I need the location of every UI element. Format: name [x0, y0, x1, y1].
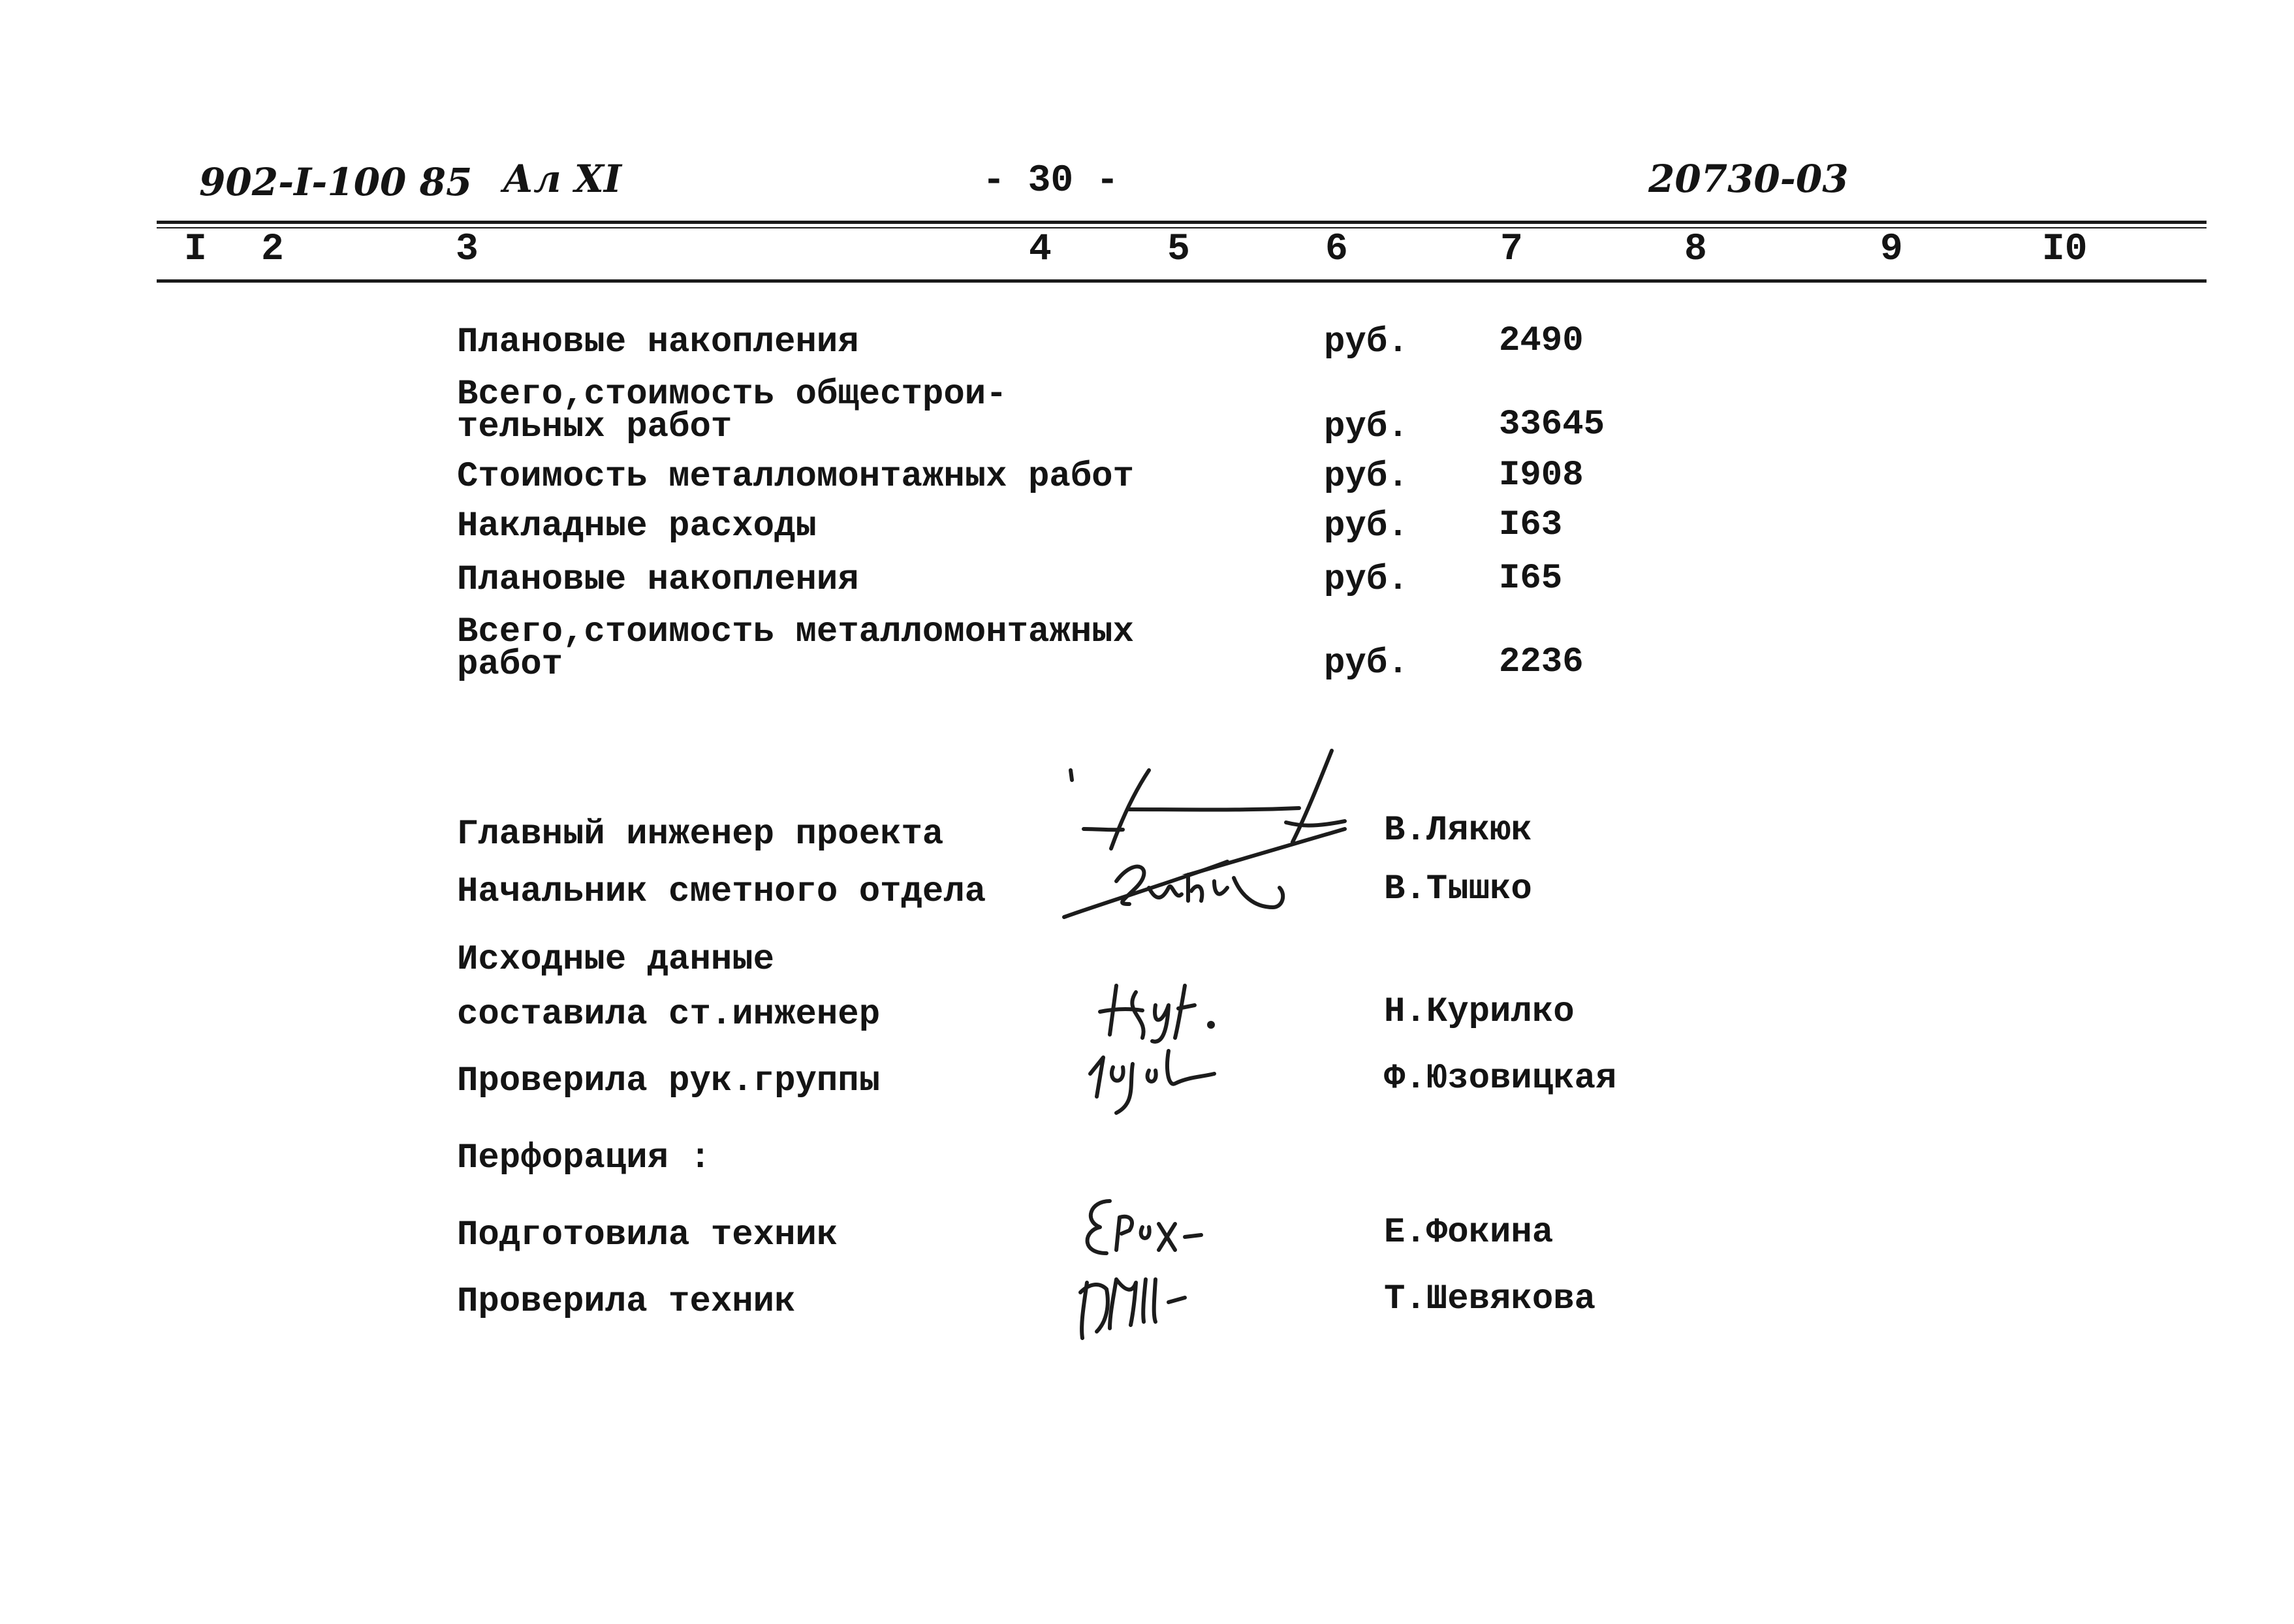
row-label: Плановые накопления	[457, 322, 859, 362]
signatory-name: В.Лякюк	[1384, 811, 1532, 851]
column-number: 4	[1029, 228, 1052, 271]
column-number: 3	[456, 228, 479, 271]
signature-senior-engineer	[1097, 973, 1227, 1044]
column-number: 9	[1880, 228, 1903, 271]
signatory-name: Ф.Юзовицкая	[1384, 1059, 1617, 1099]
column-number: 5	[1167, 228, 1190, 271]
row-unit: руб.	[1324, 407, 1409, 447]
signature-technician-2	[1071, 1253, 1234, 1345]
row-value: 2490	[1499, 321, 1584, 361]
column-number: I	[184, 228, 207, 271]
signatory-role: Начальник сметного отдела	[457, 872, 986, 912]
document-code: 902-I-100 85	[199, 160, 473, 204]
signatory-role: Перфорация :	[457, 1138, 711, 1178]
signatory-name: Т.Шевякова	[1384, 1279, 1596, 1319]
row-value: 2236	[1499, 642, 1584, 682]
header-rule-bottom	[157, 279, 2207, 283]
signatory-role: Исходные данные	[457, 940, 775, 980]
signature-estimate-head	[1058, 842, 1319, 927]
archive-number: 20730-03	[1648, 157, 1849, 201]
signatory-name: Е.Фокина	[1384, 1213, 1554, 1253]
row-value: I63	[1499, 505, 1563, 545]
row-value: I908	[1499, 456, 1584, 495]
signatory-role: Подготовила техник	[457, 1215, 838, 1255]
row-unit: руб.	[1324, 507, 1409, 546]
signature-group-head	[1077, 1038, 1227, 1123]
signatory-role: Проверила рук.группы	[457, 1061, 881, 1101]
row-label: Плановые накопления	[457, 560, 859, 600]
column-number: I0	[2042, 228, 2088, 271]
row-label: Накладные расходы	[457, 507, 817, 546]
signatory-name: В.Тышко	[1384, 869, 1532, 909]
header-rule-top	[157, 221, 2207, 224]
signatory-name: Н.Курилко	[1384, 992, 1575, 1032]
row-unit: руб.	[1324, 644, 1409, 683]
row-value: 33645	[1499, 405, 1605, 445]
signatory-role: Проверила техник	[457, 1282, 796, 1322]
row-label: Всего,стоимость общестрои- тельных работ	[457, 375, 1007, 447]
signatory-role: составила ст.инженер	[457, 995, 881, 1035]
row-label: Всего,стоимость металломонтажных работ	[457, 612, 1134, 685]
album-label: Ал XI	[503, 157, 622, 201]
column-number: 6	[1325, 228, 1348, 271]
row-label: Стоимость металломонтажных работ	[457, 457, 1134, 497]
column-number: 7	[1500, 228, 1523, 271]
signatory-role: Главный инженер проекта	[457, 815, 944, 854]
row-value: I65	[1499, 559, 1563, 599]
column-number: 8	[1684, 228, 1707, 271]
page-number: - 30 -	[982, 160, 1119, 202]
row-unit: руб.	[1324, 457, 1409, 497]
column-number: 2	[261, 228, 284, 271]
row-unit: руб.	[1324, 322, 1409, 362]
row-unit: руб.	[1324, 560, 1409, 600]
